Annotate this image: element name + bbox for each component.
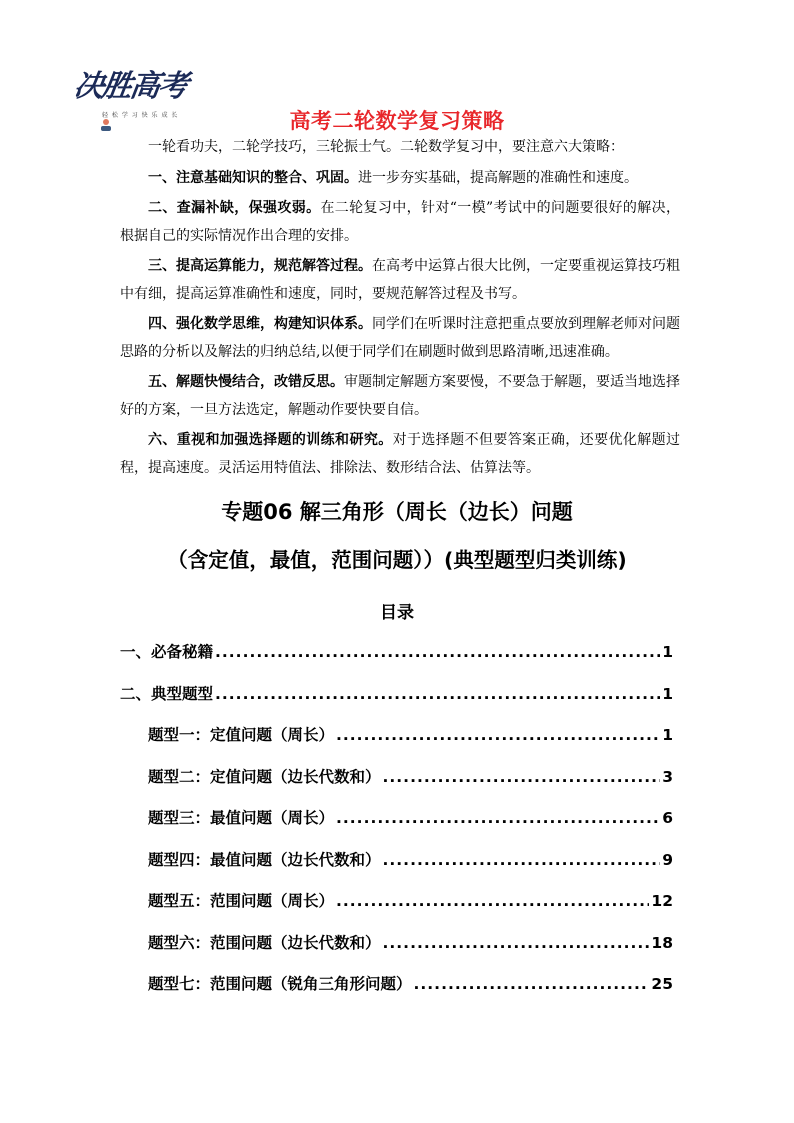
toc-leader-dots bbox=[336, 892, 649, 910]
strategy-text: 在二轮复习中，针对“一模”考试中的问题要很好的解决，根据自己的实际情况作出合理的安排。 bbox=[120, 200, 680, 244]
toc-entry[interactable] bbox=[120, 972, 673, 1014]
strategy-heading: 一、注意基础知识的整合、巩固。 bbox=[148, 169, 358, 186]
toc-leader-dots bbox=[215, 685, 660, 703]
toc-leader-dots bbox=[383, 934, 650, 952]
toc-page-number: 1 bbox=[662, 726, 673, 744]
strategy-heading: 三、提高运算能力，规范解答过程。 bbox=[148, 258, 372, 274]
strategy-text: 进一步夯实基础，提高解题的准确性和速度。 bbox=[358, 169, 638, 186]
strategy-text: 同学们在听课时注意把重点要放到理解老师对问题思路的分析以及解法的归纳总结,以便于同学们在刷题时做到思路清晰,迅速准确。 bbox=[120, 316, 680, 360]
toc-page-number: 1 bbox=[662, 643, 673, 661]
toc-entry-label: 题型二：定值问题（边长代数和） bbox=[148, 767, 381, 786]
toc-entry[interactable] bbox=[120, 806, 673, 848]
toc-entry-label: 题型一：定值问题（周长） bbox=[148, 726, 335, 744]
strategy-intro bbox=[120, 134, 680, 485]
strategy-paragraph bbox=[120, 369, 680, 424]
toc-entry[interactable] bbox=[120, 765, 673, 807]
toc-entry-label: 二、典型题型 bbox=[120, 684, 214, 703]
toc-page-number: 3 bbox=[662, 767, 673, 786]
toc-heading: 目录 bbox=[380, 603, 414, 623]
strategy-heading: 四、强化数学思维，构建知识体系。 bbox=[148, 316, 372, 332]
strategy-paragraph bbox=[120, 427, 680, 482]
toc-page-number: 12 bbox=[651, 892, 673, 910]
toc-entry[interactable] bbox=[120, 848, 673, 890]
toc-page-number: 1 bbox=[662, 684, 673, 703]
toc-page-number: 18 bbox=[651, 933, 673, 952]
table-of-contents bbox=[120, 640, 673, 1014]
toc-entry[interactable] bbox=[120, 723, 673, 765]
toc-leader-dots bbox=[383, 851, 661, 869]
toc-entry-label: 题型六：范围问题（边长代数和） bbox=[148, 933, 381, 952]
toc-leader-dots bbox=[336, 726, 660, 744]
toc-leader-dots bbox=[414, 975, 650, 993]
strategy-text: 审题制定解题方案要慢，不要急于解题，要适当地选择好的方案，一旦方法选定，解题动作要快要自信。 bbox=[120, 374, 680, 418]
toc-entry-label: 题型五：范围问题（周长） bbox=[148, 892, 335, 910]
strategy-heading: 六、重视和加强选择题的训练和研究。 bbox=[148, 432, 393, 448]
strategy-heading: 五、解题快慢结合，改错反思。 bbox=[148, 374, 344, 390]
toc-entry[interactable] bbox=[120, 682, 673, 724]
strategy-paragraph bbox=[120, 165, 680, 193]
strategy-text: 对于选择题不但要答案正确，还要优化解题过程，提高速度。灵活运用特值法、排除法、数形结合法、估算法等。 bbox=[120, 432, 681, 476]
intro-lead: 一轮看功夫，二轮学技巧，三轮振士气。二轮数学复习中，要注意六大策略： bbox=[148, 139, 624, 155]
toc-leader-dots bbox=[215, 643, 660, 661]
toc-entry-label: 题型七：范围问题（锐角三角形问题） bbox=[148, 975, 412, 993]
toc-entry[interactable] bbox=[120, 640, 673, 682]
topic-title-line1: 专题06 解三角形（周长（边长）问题 bbox=[221, 500, 573, 524]
logo-caption: 轻 松 学 习 快 乐 成 长 bbox=[102, 112, 179, 119]
toc-entry-label: 题型四：最值问题（边长代数和） bbox=[148, 850, 381, 869]
toc-page-number: 9 bbox=[662, 850, 673, 869]
toc-leader-dots bbox=[336, 809, 660, 827]
toc-entry[interactable] bbox=[120, 889, 673, 931]
strategy-paragraph bbox=[120, 311, 680, 366]
logo-text: 决胜高考 bbox=[71, 69, 189, 104]
toc-leader-dots bbox=[383, 768, 661, 786]
page-title: 高考二轮数学复习策略 bbox=[289, 109, 505, 133]
toc-entry-label: 题型三：最值问题（周长） bbox=[148, 809, 335, 827]
strategy-paragraph bbox=[120, 253, 680, 308]
toc-page-number: 25 bbox=[651, 975, 673, 993]
toc-page-number: 6 bbox=[662, 809, 673, 827]
strategy-heading: 二、查漏补缺，保强攻弱。 bbox=[148, 200, 321, 216]
toc-entry-label: 一、必备秘籍 bbox=[120, 643, 214, 661]
strategy-paragraph bbox=[120, 195, 680, 250]
toc-entry[interactable] bbox=[120, 931, 673, 973]
strategy-text: 在高考中运算占很大比例，一定要重视运算技巧粗中有细，提高运算准确性和速度，同时，要规范解答过程及书写。 bbox=[120, 258, 680, 302]
topic-title-line2: （含定值，最值，范围问题））(典型题型归类训练) bbox=[167, 548, 627, 572]
